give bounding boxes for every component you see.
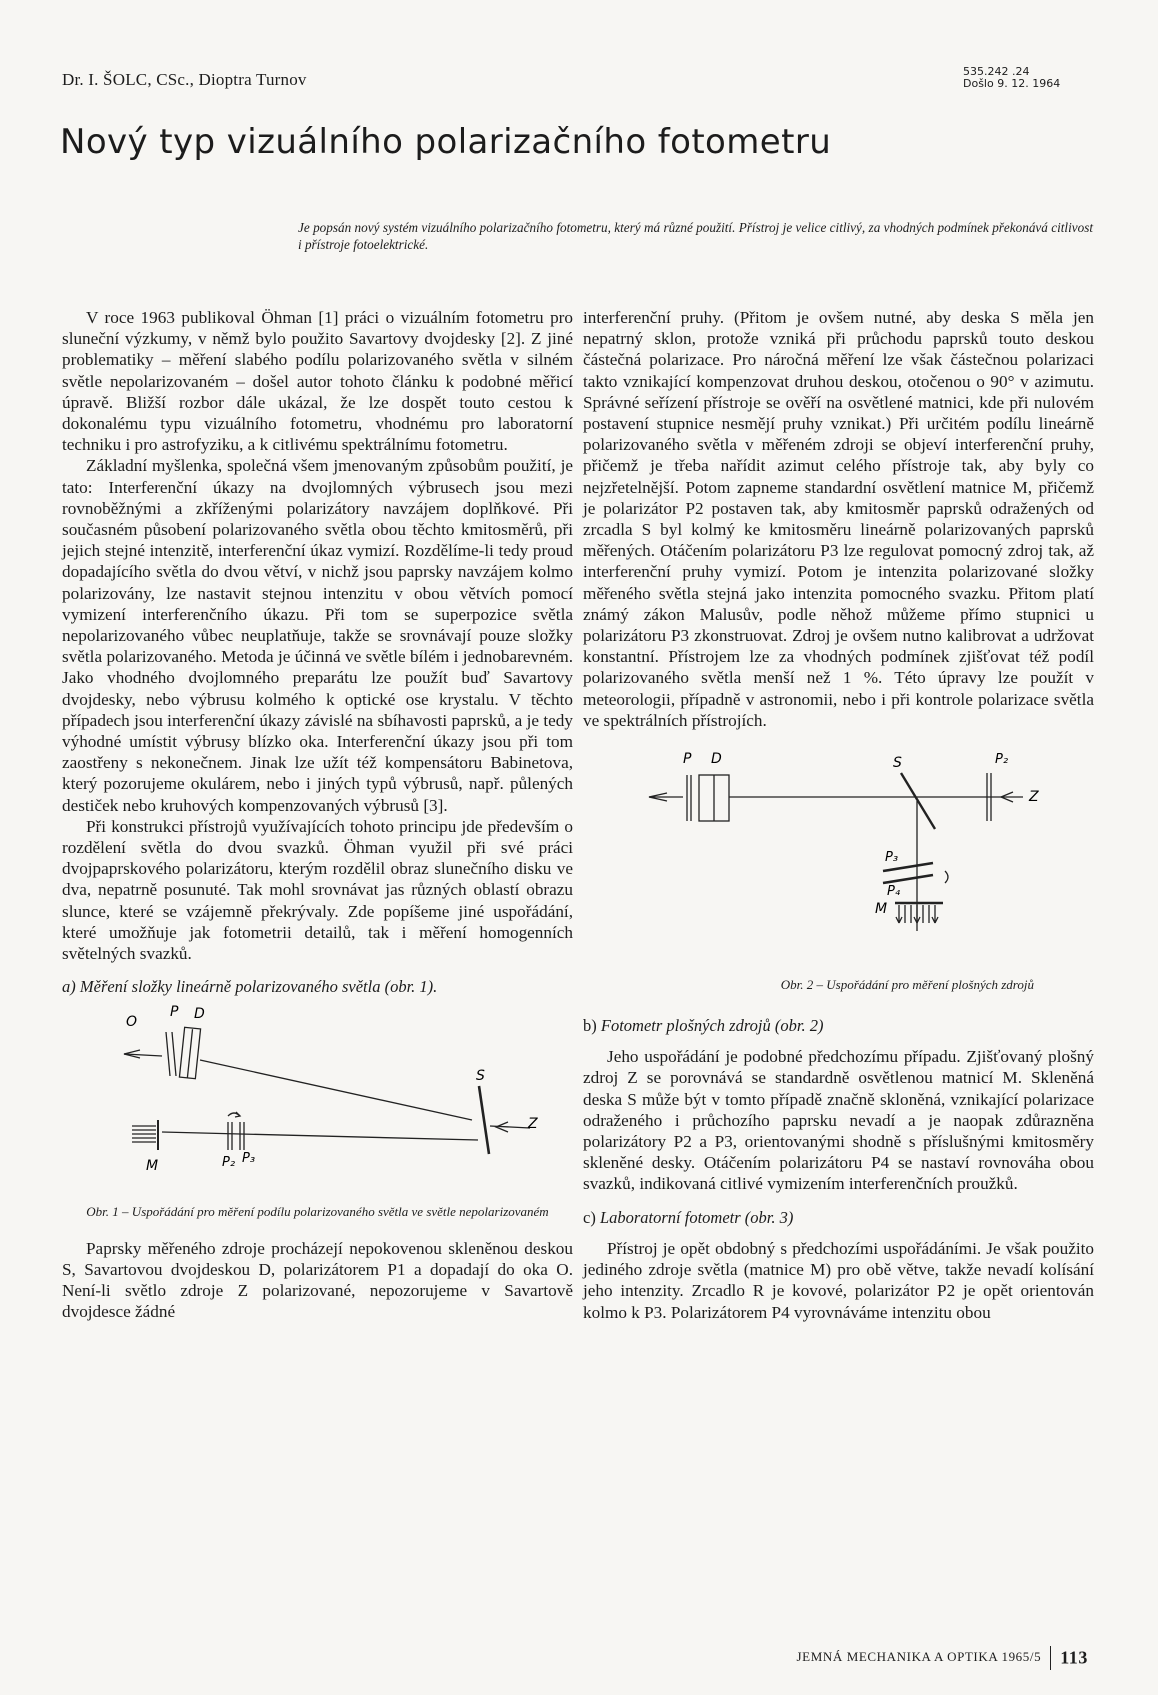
section-c-title: Laboratorní fotometr (obr. 3)	[599, 1207, 794, 1227]
paragraph: Při konstrukci přístrojů využívajících tohoto principu jde především o rozdělení světla do dvou svazků. Öhman využil při své práci dvojpaprskového polarizátoru, kterým rozdělil obraz slunečního disku ve dva, nepatrně posunuté. Tak mohl srovnávat jas různých oblastí obrazu slunce, které se vzájemně překrývaly. Zde popíšeme jiné uspořádání, které umožňuje jak fotometrii detailů, tak i měření homogenních světelných svazků.	[62, 816, 573, 964]
figure-2-caption: Obr. 2 – Uspořádání pro měření plošných zdrojů	[780, 977, 1034, 993]
classification-block	[963, 66, 1060, 90]
footer-divider	[1050, 1646, 1051, 1670]
label-p3: P₃	[885, 850, 899, 866]
authors: Dr. I. ŠOLC, CSc., Dioptra Turnov	[62, 70, 307, 89]
label-p: P	[683, 751, 692, 768]
page-number: 113	[1060, 1647, 1088, 1668]
paragraph: Základní myšlenka, společná všem jmenovaným způsobům použití, je tato: Interferenční úkazy na dvojlomných výbrusech jsou mezi rovnoběžnými a zkříženými polarizátory navzájem doplňkové. Při současném působení polarizovaného světla obou těchto kmitosměrů, při jejich stejné intenzitě, interferenční úkaz vymizí. Rozdělíme-li tedy proud dopadajícího světla do dvou větví, v nichž jsou paprsky navzájem kolmo polarizovány, lze nastavit stejnou intenzitu v obou větvích pomocí vymizení interferenčního úkazu. Při tom se superpozice světla nepolarizovaného vůbec neuplatňuje, takže se srovnávají pouze složky světla polarizovaného. Metoda je účinná ve světle bílém i jednobarevném. Jako vhodného dvojlomného preparátu lze použít buď Savartovy dvojdesky, nebo výbrusu kolmého k optické ose krystalu. V těchto případech jsou interferenční úkazy závislé na sbíhavosti paprsků, a je tedy výhodné umístit výbrusy blízko oka. Interferenční úkazy jsou při tom zaostřeny s nekonečnem. Jinak lze užít též kompensátoru Babinetova, který pozorujeme okulárem, nebo i jiných typů výbrusů, např. půlených destiček nebo kruhových kompenzovaných výbrusů [3].	[62, 456, 573, 815]
label-d: D	[194, 1005, 205, 1022]
label-m: M	[875, 901, 888, 918]
label-s: S	[476, 1067, 485, 1084]
paragraph: interferenční pruhy. (Přitom je ovšem nutné, aby deska S měla jen nepatrný sklon, protože vzniká při průchodu paprsků touto deskou částečná polarizace. Pro náročná měření lze však částečnou polarizaci takto vznikající kompenzovat druhou deskou, otočenou o 90° v azimutu. Správné seřízení přístroje se ověří na osvětlené matnici, kde při nulovém postavení stupnice nesmějí pruhy vznikat.) Při určitém podílu lineárně polarizovaného světla v měřeném zdroji se objeví interferenční pruhy, přičemž je třeba nařídit azimut celého přístroje tak, aby byly co nejzřetelnější. Potom zapneme standardní osvětlení matnice M, přičemž je polarizátor P2 postaven tak, aby kmitosměr paprsků odražených od zrcadla S byl kolmý ke kmitosměru lineárně polarizovaných paprsků měřených. Otáčením polarizátoru P3 lze regulovat pomocný zdroj tak, až interferenční pruhy vymizí. Potom je intenzita polarizované složky měřeného světla stejná jako intenzita pomocného svazku. Přitom platí známý zákon Malusův, podle něhož můžeme přímo stupnici u polarizátoru P3 zkonstruovat. Zdroj je ovšem nutno kalibrovat a udržovat konstantní. Přístrojem lze za vhodných podmínek zjišťovat též podíl polarizovaného světla menší než 1 %. Této úpravy lze použít v meteorologii, případně v astronomii, nebo i při kontrole polarizace světla ve spektrálních přístrojích.	[583, 308, 1094, 730]
label-z: Z	[528, 1115, 538, 1132]
journal-name: JEMNÁ MECHANIKA A OPTIKA 1965/5	[796, 1648, 1042, 1664]
paragraph: Přístroj je opět obdobný s předchozími uspořádáními. Je však použito jediného zdroje světla (matnice M) pro obě větve, takže nevadí kolísání jeho intenzity. Zrcadlo R je kovové, polarizátor P2 je opět orientován kolmo k P3. Polarizátorem P4 vyrovnáváme intenzitu obou	[583, 1238, 1094, 1322]
section-b-letter: b)	[583, 1016, 601, 1036]
label-p2: P₂	[995, 752, 1009, 768]
section-a-heading: a) Měření složky lineárně polarizovaného světla (obr. 1).	[62, 977, 438, 997]
label-z: Z	[1029, 789, 1039, 806]
paragraph: V roce 1963 publikoval Öhman [1] práci o vizuálním fotometru pro sluneční výzkumy, v němž bylo použito Savartovy dvojdesky [2]. Z jiné problematiky – měření slabého podílu polarizovaného světla v silném světle nepolarizovaném – došel autor tohoto článku k podobné měřicí úpravě. Bližší rozbor dále ukázal, že lze dospět touto cestou k dokonalému typu vizuálního fotometru, vhodnému pro laboratorní techniku i pro astrofyziku, a k citlivému spektrálnímu fotometru.	[62, 308, 573, 455]
label-p3: P₃	[242, 1150, 256, 1166]
label-o: O	[126, 1013, 138, 1030]
figure-1-caption: Obr. 1 – Uspořádání pro měření podílu polarizovaného světla ve světle nepolarizovaném	[86, 1203, 549, 1219]
label-s: S	[893, 755, 902, 772]
label-p2: P₂	[222, 1154, 236, 1170]
figure-1	[62, 1004, 573, 1204]
received-date: Došlo 9. 12. 1964	[963, 77, 1061, 90]
label-m: M	[146, 1157, 159, 1174]
abstract: Je popsán nový systém vizuálního polarizačního fotometru, který má různé použití. Přístroj je velice citlivý, za vhodných podmínek překonává citlivost i přístroje fotoelektrické.	[298, 220, 1093, 252]
label-d: D	[711, 751, 722, 768]
article-title: Nový typ vizuálního polarizačního fotometru	[60, 122, 832, 162]
label-p1: P	[170, 1003, 179, 1020]
label-p4: P₄	[887, 884, 901, 900]
right-column	[583, 307, 1094, 1323]
udc-code: 535.242 .24	[963, 65, 1030, 78]
figure-2	[583, 745, 1094, 977]
left-column	[62, 307, 573, 1322]
footer	[797, 1646, 1088, 1670]
section-c-heading	[583, 1207, 1094, 1228]
paragraph: Jeho uspořádání je podobné předchozímu případu. Zjišťovaný plošný zdroj Z se porovnává se standardně osvětlenou matnicí M. Skleněná deska S může být v tomto případě značně skloněná, vznikající polarizace odraženého i průchozího paprsku nevadí a je naopak zdůrazněna polarizátory P2 a P3, orientovanými shodně s příslušnými kmitosměry skleněné desky. Otáčením polarizátoru P4 se nastaví rovnováha obou svazků, indikovaná citlivé vymizením interferenčních proužků.	[583, 1047, 1094, 1194]
section-b-title: Fotometr plošných zdrojů (obr. 2)	[600, 1016, 824, 1036]
paragraph: Paprsky měřeného zdroje procházejí nepokovenou skleněnou deskou S, Savartovou dvojdeskou D, polarizátorem P1 a dopadají do oka O. Není-li světlo zdroje Z polarizované, nepozorujeme v Savartově dvojdesce žádné	[62, 1238, 573, 1322]
section-c-letter: c)	[583, 1207, 600, 1227]
section-b-heading	[583, 1015, 1094, 1036]
